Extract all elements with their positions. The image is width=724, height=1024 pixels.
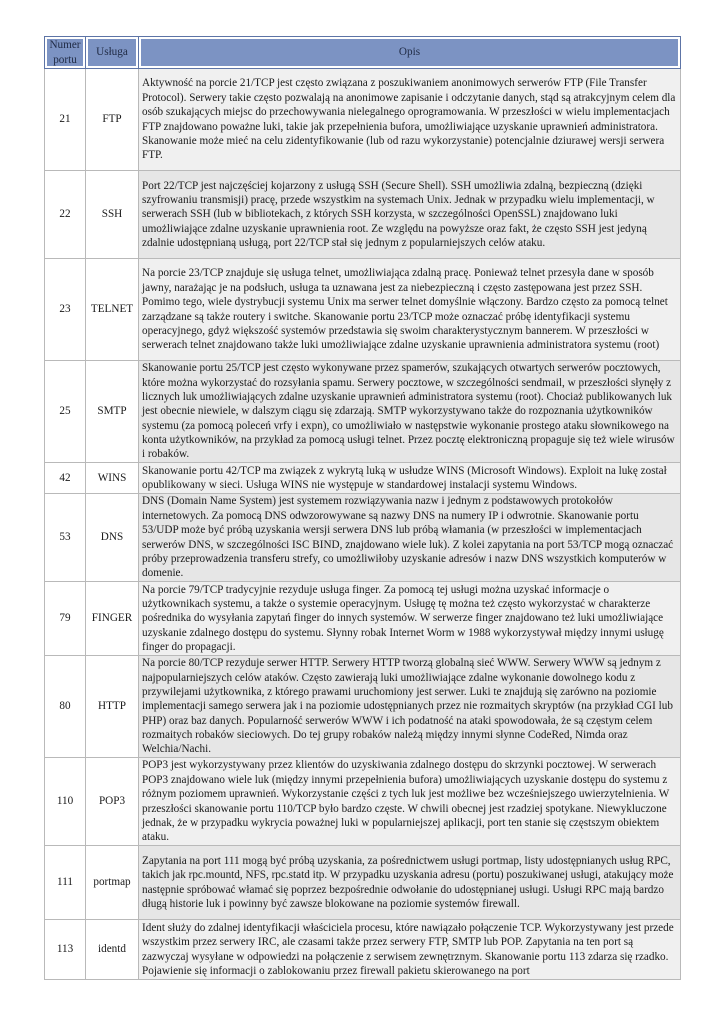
port-cell: 25 xyxy=(45,361,86,463)
port-cell: 22 xyxy=(45,171,86,259)
table-row xyxy=(45,846,681,920)
header-service: Usługa xyxy=(86,37,139,69)
service-cell: identd xyxy=(86,920,139,980)
page-frame xyxy=(44,36,681,977)
table-row xyxy=(45,582,681,656)
port-cell: 21 xyxy=(45,69,86,171)
table-header xyxy=(45,37,681,69)
description-cell: POP3 jest wykorzystywany przez klientów do uzyskiwania zdalnego dostępu do skrzynki pocztowej. W serwerach POP3 znajdowano wiele luk (między innymi przepełnienia bufora) umożliwiających uzyskanie dostępu do systemu z różnym poziomem uprawnień. Wykorzystanie części z tych luk jest możliwe bez wcześniejszego uwierzytelnienia. W przeszłości skanowanie portu 110/TCP było bardzo częste. W chwili obecnej jest rzadziej spotykane. Niewykluczone jednak, że w przypadku wykrycia poważnej luki w popularniejszej aplikacji, port ten stanie się częstszym obiektem ataku. xyxy=(139,758,681,846)
port-cell: 113 xyxy=(45,920,86,980)
service-cell: FTP xyxy=(86,69,139,171)
port-cell: 111 xyxy=(45,846,86,920)
description-cell: Skanowanie portu 42/TCP ma związek z wykrytą luką w usłudze WINS (Microsoft Windows). Exploit na lukę został opublikowany w sieci. Usługa WINS nie występuje w standardowej instalacji systemu Windows. xyxy=(139,463,681,494)
description-cell: Ident służy do zdalnej identyfikacji właściciela procesu, które nawiązało połączenie TCP. Wykorzystywany jest przede wszystkim przez serwery IRC, ale czasami także przez serwery FTP, SMTP lub POP. Zapytania na ten port są zazwyczaj wysyłane w odpowiedzi na połączenie z serwisem zewnętrznym. Skanowanie portu 113 zdarza się rzadko. Pojawienie się informacji o zablokowaniu przez firewall pakietu skierowanego na port xyxy=(139,920,681,980)
service-cell: FINGER xyxy=(86,582,139,656)
service-cell: SMTP xyxy=(86,361,139,463)
table-row xyxy=(45,171,681,259)
port-cell: 80 xyxy=(45,656,86,758)
service-cell: HTTP xyxy=(86,656,139,758)
description-cell: Aktywność na porcie 21/TCP jest często związana z poszukiwaniem anonimowych serwerów FTP (File Transfer Protocol). Serwery takie często pozwalają na anonimowe zapisanie i odczytanie danych, stąd są atrakcyjnym celem dla osób szukających miejsc do przechowywania nielegalnego oprogramowania. W przeszłości w wielu implementacjach FTP znajdowano poważne luki, takie jak przepełnienia bufora, umożliwiające uzyskanie uprawnień administratora. Skanowanie może mieć na celu zidentyfikowanie (lub od razu wykorzystanie) potencjalnie dziurawej wersji serwera FTP. xyxy=(139,69,681,171)
table-row xyxy=(45,494,681,582)
table-row xyxy=(45,259,681,361)
header-port-number xyxy=(45,37,86,69)
header-description: Opis xyxy=(139,37,681,69)
service-cell: portmap xyxy=(86,846,139,920)
description-cell: Na porcie 80/TCP rezyduje serwer HTTP. Serwery HTTP tworzą globalną sieć WWW. Serwery WWW są jednym z najpopularniejszych celów ataków. Często zawierają luki umożliwiające zdalne wykonanie dowolnego kodu z przywilejami użytkownika, z którego prawami uruchomiony jest serwer. Luki te znajdują się zarówno na poziomie implementacji samego serwera jak i na poziomie udostępnianych przez nie rozmaitych skryptów (na przykład CGI lub PHP) oraz baz danych. Popularność serwerów WWW i ich podatność na ataki spowodowała, że są częstym celem rozmaitych robaków sieciowych. Do tej grupy robaków należą między innymi słynne CodeRed, Nimda oraz Welchia/Nachi. xyxy=(139,656,681,758)
header-port-line1: Numer xyxy=(49,39,81,52)
port-cell: 42 xyxy=(45,463,86,494)
port-cell: 53 xyxy=(45,494,86,582)
service-cell: DNS xyxy=(86,494,139,582)
service-cell: WINS xyxy=(86,463,139,494)
table-row xyxy=(45,463,681,494)
port-table xyxy=(44,36,681,980)
description-cell: Zapytania na port 111 mogą być próbą uzyskania, za pośrednictwem usługi portmap, listy udostępnianych usług RPC, takich jak rpc.mountd, NFS, rpc.statd itp. W przypadku uzyskania adresu (portu) poszukiwanej usługi, atakujący może następnie spróbować włamać się poprzez bezpośrednie odwołanie do udostępnianej usługi. Usługi RPC mają bardzo długą historie luk i powinny być zawsze blokowane na poziomie systemów firewall. xyxy=(139,846,681,920)
port-cell: 110 xyxy=(45,758,86,846)
description-cell: Na porcie 79/TCP tradycyjnie rezyduje usługa finger. Za pomocą tej usługi można uzyskać informacje o użytkownikach systemu, a także o systemie operacyjnym. Usługę tę można też często wykorzystać w charakterze pośrednika do wysyłania zapytań finger do innych systemów. W serwerze finger znajdowano też luki umożliwiające uzyskanie zdalnego dostępu do systemu. Słynny robak Internet Worm w 1988 wykorzystywał między innymi usługę finger do propagacji. xyxy=(139,582,681,656)
table-row xyxy=(45,758,681,846)
port-cell: 79 xyxy=(45,582,86,656)
service-cell: POP3 xyxy=(86,758,139,846)
table-row xyxy=(45,920,681,980)
header-port-line2: portu xyxy=(53,53,77,66)
description-cell: Na porcie 23/TCP znajduje się usługa telnet, umożliwiająca zdalną pracę. Ponieważ telnet przesyła dane w sposób jawny, narażając je na podsłuch, usługa ta uznawana jest za niebezpieczną i często zastępowana jest przez SSH. Pomimo tego, wiele dystrybucji systemu Unix ma serwer telnet domyślnie włączony. Bardzo często za pomocą telnet zarządzane są także routery i switche. Skanowanie portu 23/TCP może oznaczać próbę identyfikacji systemu operacyjnego, gdyż większość systemów przedstawia się swoim charakterystycznym bannerem. W przeszłości w serwerach telnet znajdowano także luki umożliwiające zdalne uzyskanie uprawnienia administratora systemu (root) xyxy=(139,259,681,361)
table-row xyxy=(45,69,681,171)
table-row xyxy=(45,656,681,758)
description-cell: Port 22/TCP jest najczęściej kojarzony z usługą SSH (Secure Shell). SSH umożliwia zdalną, bezpieczną (dzięki szyfrowaniu transmisji) pracę, przede wszystkim na systemach Unix. Jednak w przypadku wielu implementacji, w serwerach SSH (lub w bibliotekach, z których SSH korzysta, w szczególności OpenSSL) znajdowano luki umożliwiające zdalne uzyskanie uprawnienia root. Ze względu na powyższe oraz fakt, że często SSH jest jedyną zdalnie udostępnianą usługą, port 22/TCP stał się jednym z popularniejszych celów ataku. xyxy=(139,171,681,259)
description-cell: Skanowanie portu 25/TCP jest często wykonywane przez spamerów, szukających otwartych serwerów pocztowych, które można wykorzystać do rozsyłania spamu. Serwery pocztowe, w szczególności sendmail, w przeszłości słynęły z licznych luk umożliwiających zdalne uzyskanie uprawnień administratora systemu (root). Chociaż publikowanych luk jest obecnie niewiele, w dalszym ciągu się zdarzają. SMTP wykorzystywano także do rozpoznania użytkowników systemu (za pomocą poleceń vrfy i expn), co umożliwiało w następstwie wykonanie prostego ataku słownikowego na konta użytkowników, na przykład za pomocą usługi telnet. Przez pocztę elektroniczną propaguje się też wiele wirusów i robaków. xyxy=(139,361,681,463)
description-cell: DNS (Domain Name System) jest systemem rozwiązywania nazw i jednym z podstawowych protokołów internetowych. Za pomocą DNS odwzorowywane są nazwy DNS na numery IP i odwrotnie. Skanowanie portu 53/UDP może być próbą uzyskania wersji serwera DNS lub próbą włamania (w przeszłości w implementacjach serwerów DNS, w szczególności ISC BIND, znajdowano wiele luk). Z kolei zapytania na port 53/TCP mogą oznaczać próby przeprowadzenia transferu strefy, co umożliwiłoby uzyskanie adresów i nazw DNS wszystkich komputerów w domenie. xyxy=(139,494,681,582)
port-cell: 23 xyxy=(45,259,86,361)
table-body xyxy=(45,69,681,980)
service-cell: TELNET xyxy=(86,259,139,361)
service-cell: SSH xyxy=(86,171,139,259)
table-row xyxy=(45,361,681,463)
header-row xyxy=(45,37,681,69)
